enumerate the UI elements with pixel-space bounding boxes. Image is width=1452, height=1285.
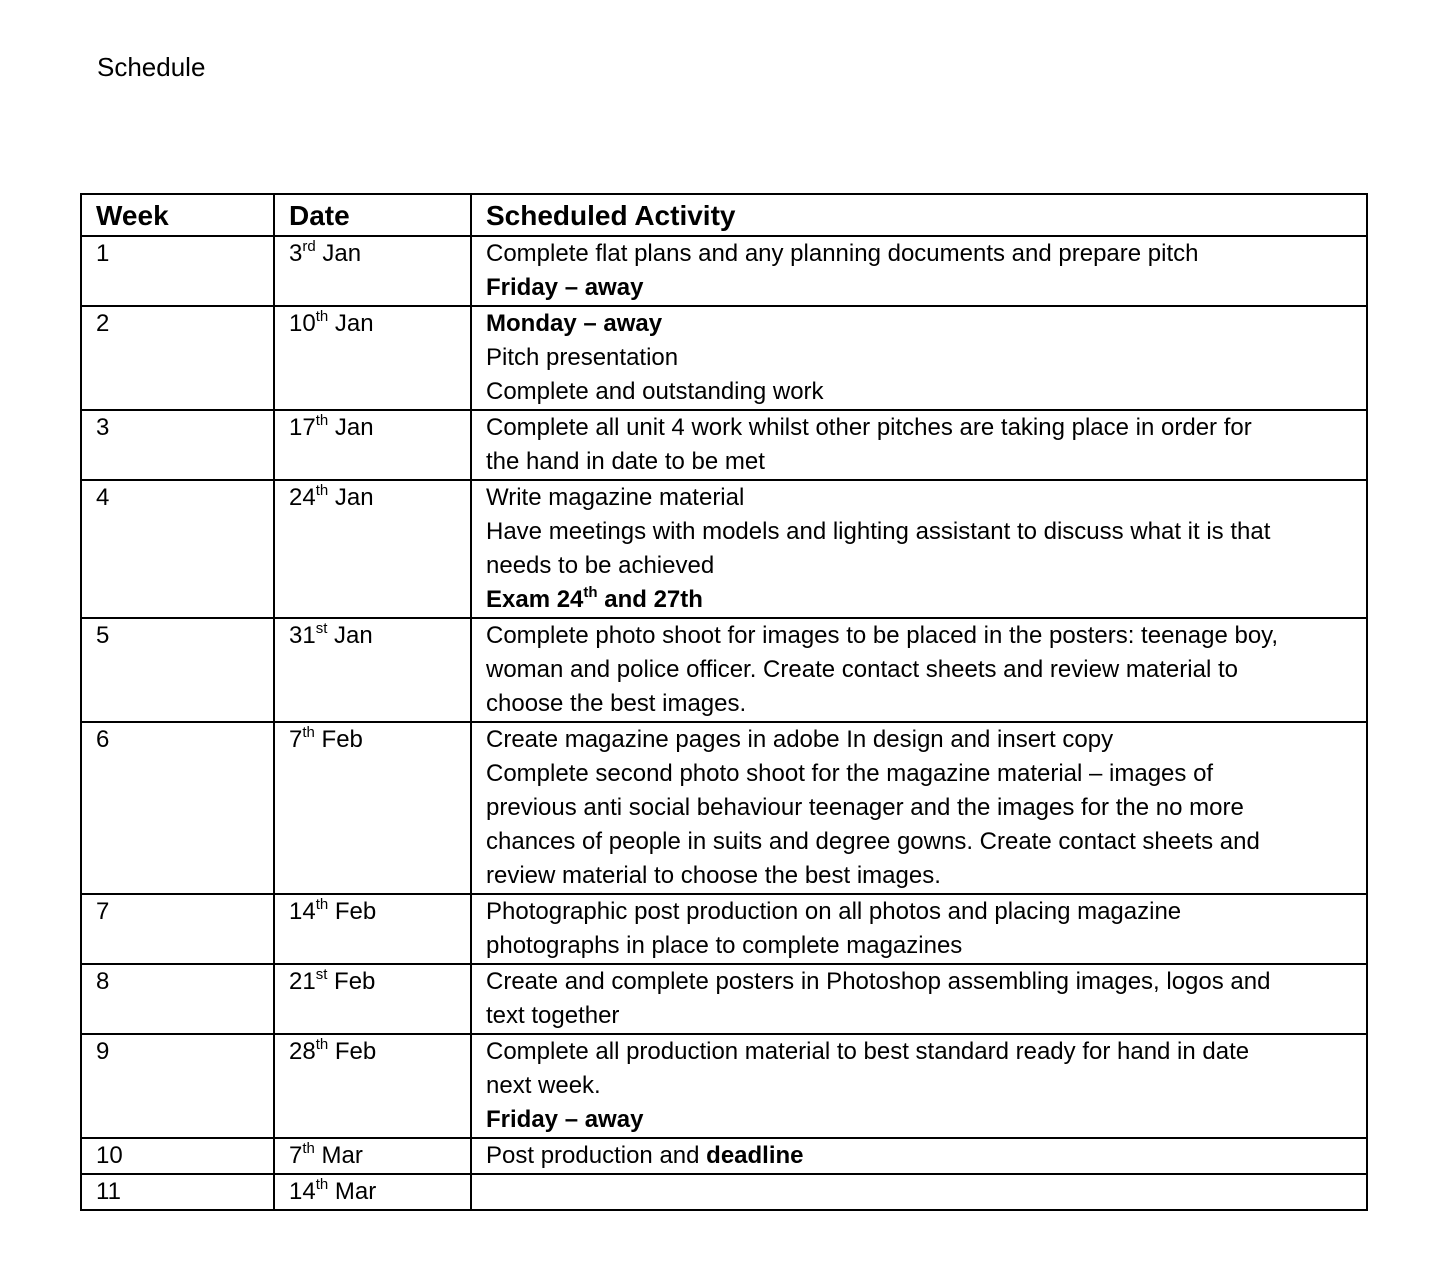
- activity-line-bold: Friday – away: [486, 274, 644, 301]
- activity-cell: [471, 894, 1367, 964]
- table-row: [81, 306, 1367, 410]
- date-suffix: th: [302, 1140, 315, 1157]
- exam-prefix: Exam 24: [486, 586, 584, 613]
- activity-line: review material to choose the best images.: [486, 862, 941, 889]
- date-day: 21: [289, 968, 316, 995]
- week-cell: 9: [81, 1034, 274, 1138]
- table-row: [81, 894, 1367, 964]
- date-cell: [274, 410, 471, 480]
- activity-cell: [471, 964, 1367, 1034]
- date-day: 3: [289, 240, 303, 267]
- date-month: Jan: [334, 414, 374, 441]
- activity-line: needs to be achieved: [486, 552, 715, 579]
- week-cell: 7: [81, 894, 274, 964]
- activity-cell-empty: [471, 1174, 1367, 1210]
- date-day: 28: [289, 1038, 316, 1065]
- week-cell: 4: [81, 480, 274, 618]
- activity-cell: [471, 618, 1367, 722]
- activity-line-bold: Monday – away: [486, 310, 663, 337]
- date-suffix: th: [315, 896, 329, 913]
- date-suffix: th: [315, 482, 329, 499]
- week-cell: 1: [81, 236, 274, 306]
- date-day: 31: [289, 622, 316, 649]
- activity-line: photographs in place to complete magazines: [486, 932, 963, 959]
- activity-line: Pitch presentation: [486, 344, 679, 371]
- activity-cell: [471, 722, 1367, 894]
- date-suffix: th: [315, 308, 329, 325]
- date-day: 14: [289, 898, 316, 925]
- table-row: [81, 410, 1367, 480]
- date-suffix: th: [302, 724, 315, 741]
- date-month: Jan: [334, 310, 374, 337]
- activity-text: Post production and: [486, 1142, 707, 1169]
- activity-line-bold: Friday – away: [486, 1106, 644, 1133]
- date-cell: [274, 1174, 471, 1210]
- date-day: 10: [289, 310, 316, 337]
- activity-cell: [471, 306, 1367, 410]
- activity-line: Create magazine pages in adobe In design and insert copy: [486, 726, 1114, 753]
- date-cell: [274, 964, 471, 1034]
- table-row: [81, 1138, 1367, 1174]
- activity-line: choose the best images.: [486, 690, 747, 717]
- header-date: Date: [274, 194, 471, 236]
- date-cell: [274, 722, 471, 894]
- table-row: [81, 1174, 1367, 1210]
- date-suffix: th: [315, 1036, 329, 1053]
- date-day: 7: [289, 726, 303, 753]
- activity-line: Complete all unit 4 work whilst other pitches are taking place in order for: [486, 414, 1252, 441]
- date-suffix: st: [315, 620, 328, 637]
- date-cell: [274, 618, 471, 722]
- date-suffix: st: [315, 966, 328, 983]
- exam-suffix: th: [583, 584, 598, 601]
- date-cell: [274, 894, 471, 964]
- table-row: [81, 1034, 1367, 1138]
- date-cell: [274, 480, 471, 618]
- activity-line: next week.: [486, 1072, 601, 1099]
- week-cell: 5: [81, 618, 274, 722]
- date-day: 14: [289, 1178, 316, 1205]
- activity-line: the hand in date to be met: [486, 448, 765, 475]
- date-day: 7: [289, 1142, 303, 1169]
- activity-line: Create and complete posters in Photoshop assembling images, logos and: [486, 968, 1271, 995]
- activity-line: woman and police officer. Create contact sheets and review material to: [486, 656, 1238, 683]
- date-month: Jan: [322, 240, 362, 267]
- activity-line: Complete second photo shoot for the magazine material – images of: [486, 760, 1214, 787]
- date-day: 17: [289, 414, 316, 441]
- activity-line: Complete all production material to best standard ready for hand in date: [486, 1038, 1250, 1065]
- deadline-text: deadline: [706, 1142, 804, 1169]
- activity-line: Complete flat plans and any planning documents and prepare pitch: [486, 240, 1199, 267]
- exam-rest: and 27th: [597, 586, 703, 613]
- date-month: Feb: [334, 898, 377, 925]
- date-suffix: th: [315, 1176, 329, 1193]
- date-month: Jan: [334, 484, 374, 511]
- date-month: Mar: [334, 1178, 377, 1205]
- table-row: [81, 618, 1367, 722]
- activity-cell: [471, 1138, 1367, 1174]
- date-cell: [274, 236, 471, 306]
- date-suffix: th: [315, 412, 329, 429]
- activity-cell: [471, 1034, 1367, 1138]
- activity-line: Complete and outstanding work: [486, 378, 824, 405]
- activity-cell: [471, 480, 1367, 618]
- activity-cell: [471, 410, 1367, 480]
- week-cell: 6: [81, 722, 274, 894]
- activity-line: previous anti social behaviour teenager and the images for the no more: [486, 794, 1244, 821]
- date-month: Feb: [321, 726, 363, 753]
- activity-line: Complete photo shoot for images to be placed in the posters: teenage boy,: [486, 622, 1279, 649]
- week-cell: 11: [81, 1174, 274, 1210]
- table-row: [81, 480, 1367, 618]
- activity-cell: [471, 236, 1367, 306]
- date-cell: [274, 1034, 471, 1138]
- date-month: Jan: [334, 622, 373, 649]
- table-header-row: [81, 194, 1367, 236]
- date-month: Feb: [334, 968, 376, 995]
- page-title: Schedule: [97, 52, 206, 82]
- date-cell: [274, 1138, 471, 1174]
- activity-line: text together: [486, 1002, 620, 1029]
- week-cell: 3: [81, 410, 274, 480]
- activity-line: Photographic post production on all photos and placing magazine: [486, 898, 1182, 925]
- table-row: [81, 964, 1367, 1034]
- exam-line: [486, 583, 1358, 617]
- date-cell: [274, 306, 471, 410]
- date-day: 24: [289, 484, 316, 511]
- schedule-table: [80, 193, 1368, 1211]
- table-row: [81, 722, 1367, 894]
- week-cell: 8: [81, 964, 274, 1034]
- date-suffix: rd: [302, 238, 316, 255]
- week-cell: 2: [81, 306, 274, 410]
- activity-line: Write magazine material: [486, 484, 745, 511]
- week-cell: 10: [81, 1138, 274, 1174]
- date-month: Feb: [334, 1038, 377, 1065]
- activity-line: chances of people in suits and degree gowns. Create contact sheets and: [486, 828, 1260, 855]
- date-month: Mar: [321, 1142, 363, 1169]
- header-activity: Scheduled Activity: [471, 194, 1367, 236]
- header-week: Week: [81, 194, 274, 236]
- activity-line: Have meetings with models and lighting assistant to discuss what it is that: [486, 518, 1271, 545]
- activity-line: [486, 1139, 1358, 1173]
- table-row: [81, 236, 1367, 306]
